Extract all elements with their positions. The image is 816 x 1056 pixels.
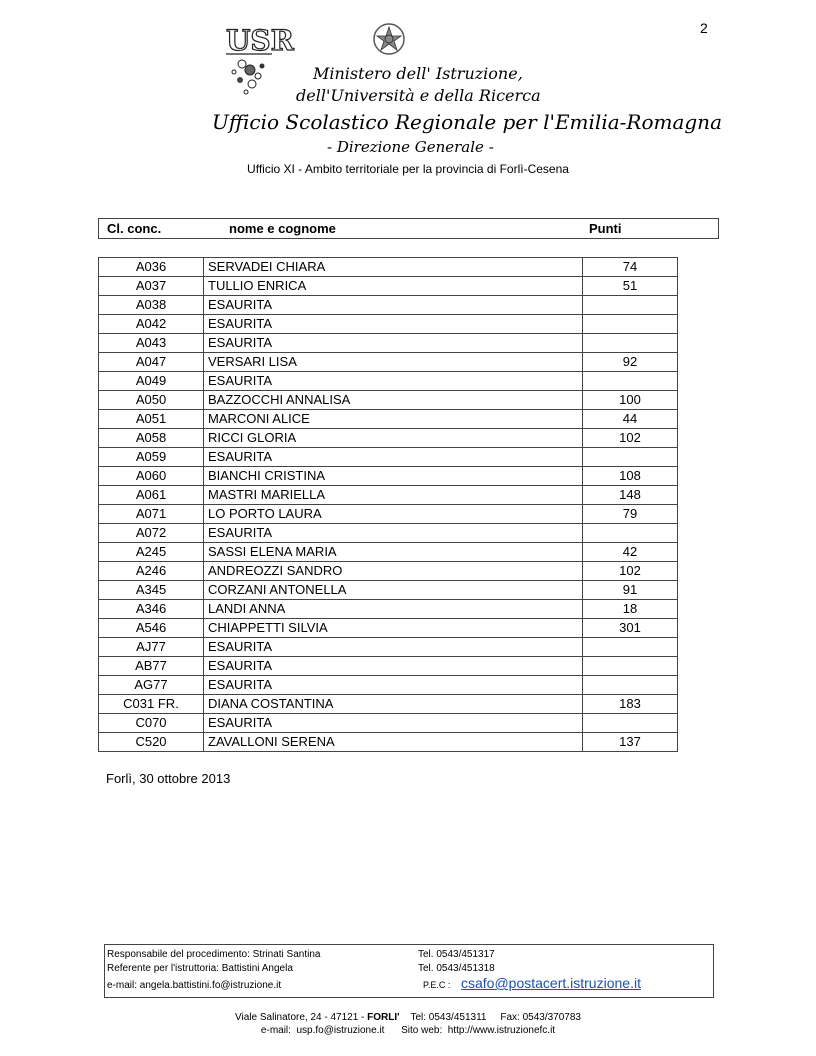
points-cell: 183 (583, 695, 678, 714)
name-cell: ESAURITA (204, 372, 583, 391)
class-code-cell: A051 (99, 410, 204, 429)
name-cell: ESAURITA (204, 524, 583, 543)
points-cell: 42 (583, 543, 678, 562)
column-header-box (98, 218, 719, 239)
class-code-cell: AJ77 (99, 638, 204, 657)
points-cell (583, 638, 678, 657)
points-cell: 18 (583, 600, 678, 619)
points-cell (583, 676, 678, 695)
contact-footer-box (104, 944, 714, 998)
points-cell: 44 (583, 410, 678, 429)
class-code-cell: A059 (99, 448, 204, 467)
table-row (99, 448, 678, 467)
class-code-cell: A038 (99, 296, 204, 315)
class-code-cell: A036 (99, 258, 204, 277)
name-cell: RICCI GLORIA (204, 429, 583, 448)
pec-link[interactable]: csafo@postacert.istruzione.it (461, 975, 641, 991)
name-cell: BAZZOCCHI ANNALISA (204, 391, 583, 410)
republic-emblem (372, 22, 406, 56)
column-header-punti: Punti (589, 221, 622, 236)
address-street: Viale Salinatore, 24 - 47121 - (235, 1012, 368, 1023)
name-cell: VERSARI LISA (204, 353, 583, 372)
table-row (99, 714, 678, 733)
table-row (99, 372, 678, 391)
table-row (99, 505, 678, 524)
table-row (99, 676, 678, 695)
points-cell: 102 (583, 429, 678, 448)
class-code-cell: A037 (99, 277, 204, 296)
assignments-table (98, 257, 678, 752)
class-code-cell: C520 (99, 733, 204, 752)
office-xi-line: Ufficio XI - Ambito territoriale per la provincia di Forlì-Cesena (247, 162, 569, 176)
name-cell: ANDREOZZI SANDRO (204, 562, 583, 581)
address-phones: Tel: 0543/451311 Fax: 0543/370783 (399, 1012, 581, 1023)
table-row (99, 429, 678, 448)
points-cell (583, 372, 678, 391)
table-row (99, 296, 678, 315)
table-row (99, 543, 678, 562)
table-row (99, 315, 678, 334)
class-code-cell: A246 (99, 562, 204, 581)
name-cell: LANDI ANNA (204, 600, 583, 619)
points-cell (583, 315, 678, 334)
points-cell: 74 (583, 258, 678, 277)
responsabile-text: Responsabile del procedimento: Strinati Santina (107, 949, 321, 960)
name-cell: ESAURITA (204, 657, 583, 676)
points-cell: 92 (583, 353, 678, 372)
class-code-cell: A060 (99, 467, 204, 486)
points-cell (583, 657, 678, 676)
class-code-cell: A072 (99, 524, 204, 543)
address-line-2: e-mail: usp.fo@istruzione.it Sito web: http://www.istruzionefc.it (260, 1025, 556, 1036)
points-cell (583, 448, 678, 467)
class-code-cell: A050 (99, 391, 204, 410)
name-cell: ESAURITA (204, 638, 583, 657)
name-cell: CHIAPPETTI SILVIA (204, 619, 583, 638)
points-cell: 91 (583, 581, 678, 600)
address-city: FORLI' (367, 1012, 400, 1023)
contact-email: e-mail: angela.battistini.fo@istruzione.it (107, 980, 282, 991)
table-row (99, 524, 678, 543)
name-cell: ESAURITA (204, 334, 583, 353)
points-cell (583, 714, 678, 733)
name-cell: MARCONI ALICE (204, 410, 583, 429)
class-code-cell: A061 (99, 486, 204, 505)
table-row (99, 638, 678, 657)
table-row (99, 486, 678, 505)
name-cell: SASSI ELENA MARIA (204, 543, 583, 562)
usr-logo-text: USR (226, 24, 294, 57)
table-row (99, 277, 678, 296)
table-row (99, 695, 678, 714)
class-code-cell: A071 (99, 505, 204, 524)
table-row (99, 600, 678, 619)
ministry-name-line2: dell'Università e della Ricerca (296, 86, 541, 105)
referente-text: Referente per l'istruttoria: Battistini Angela (107, 963, 293, 974)
class-code-cell: A546 (99, 619, 204, 638)
pec-label: P.E.C : (423, 980, 451, 990)
table-row (99, 410, 678, 429)
points-cell: 102 (583, 562, 678, 581)
name-cell: TULLIO ENRICA (204, 277, 583, 296)
name-cell: ESAURITA (204, 296, 583, 315)
points-cell: 79 (583, 505, 678, 524)
usr-logo (222, 20, 294, 106)
points-cell (583, 334, 678, 353)
class-code-cell: A346 (99, 600, 204, 619)
class-code-cell: A049 (99, 372, 204, 391)
table-row (99, 258, 678, 277)
points-cell: 100 (583, 391, 678, 410)
name-cell: BIANCHI CRISTINA (204, 467, 583, 486)
phone-1: Tel. 0543/451317 (418, 949, 495, 960)
column-header-cl-conc: Cl. conc. (107, 221, 162, 236)
class-code-cell: C070 (99, 714, 204, 733)
points-cell: 137 (583, 733, 678, 752)
table-row (99, 334, 678, 353)
regional-office-name: Ufficio Scolastico Regionale per l'Emilia-Romagna (212, 110, 722, 134)
table-row (99, 562, 678, 581)
points-cell: 148 (583, 486, 678, 505)
name-cell: ZAVALLONI SERENA (204, 733, 583, 752)
name-cell: SERVADEI CHIARA (204, 258, 583, 277)
name-cell: ESAURITA (204, 676, 583, 695)
table-row (99, 353, 678, 372)
table-row (99, 467, 678, 486)
name-cell: ESAURITA (204, 714, 583, 733)
name-cell: LO PORTO LAURA (204, 505, 583, 524)
name-cell: CORZANI ANTONELLA (204, 581, 583, 600)
class-code-cell: A245 (99, 543, 204, 562)
points-cell: 108 (583, 467, 678, 486)
points-cell: 51 (583, 277, 678, 296)
name-cell: MASTRI MARIELLA (204, 486, 583, 505)
class-code-cell: AG77 (99, 676, 204, 695)
points-cell (583, 296, 678, 315)
table-row (99, 581, 678, 600)
class-code-cell: C031 FR. (99, 695, 204, 714)
name-cell: ESAURITA (204, 315, 583, 334)
column-header-nome: nome e cognome (229, 221, 336, 236)
class-code-cell: A058 (99, 429, 204, 448)
class-code-cell: A047 (99, 353, 204, 372)
class-code-cell: A042 (99, 315, 204, 334)
assignments-table-body (99, 258, 678, 752)
table-row (99, 733, 678, 752)
class-code-cell: AB77 (99, 657, 204, 676)
phone-2: Tel. 0543/451318 (418, 963, 495, 974)
name-cell: DIANA COSTANTINA (204, 695, 583, 714)
class-code-cell: A043 (99, 334, 204, 353)
points-cell: 301 (583, 619, 678, 638)
table-row (99, 619, 678, 638)
table-row (99, 391, 678, 410)
direction-label: - Direzione Generale - (327, 138, 494, 156)
table-row (99, 657, 678, 676)
page-number: 2 (700, 20, 708, 36)
class-code-cell: A345 (99, 581, 204, 600)
name-cell: ESAURITA (204, 448, 583, 467)
ministry-name-line1: Ministero dell' Istruzione, (313, 64, 523, 83)
address-line-1 (0, 1012, 816, 1023)
points-cell (583, 524, 678, 543)
date-line: Forlì, 30 ottobre 2013 (106, 771, 231, 786)
